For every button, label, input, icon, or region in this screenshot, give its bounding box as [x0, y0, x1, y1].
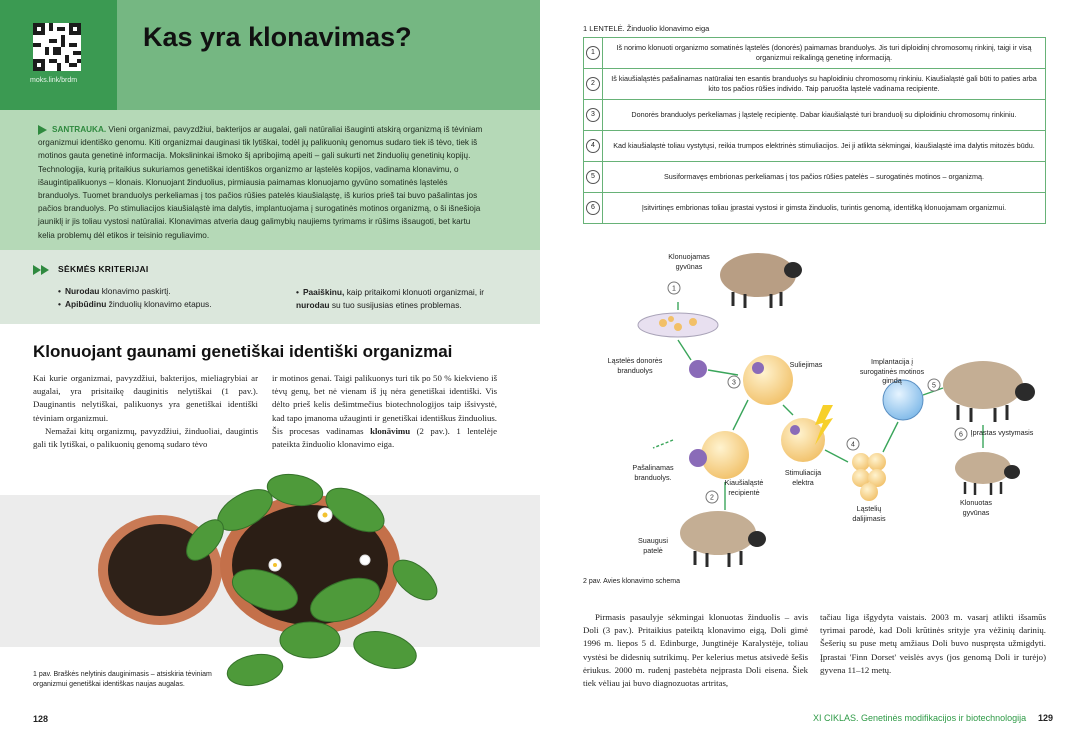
body-column-1 — [33, 372, 258, 451]
label-cell-division: Ląstelių dalijimasis — [852, 504, 886, 523]
qr-code-icon[interactable] — [33, 23, 81, 71]
summary — [38, 123, 486, 242]
label-adult-female: Suaugusi patelė — [638, 536, 668, 555]
diagram-step-5: 5 — [932, 382, 936, 390]
criteria-item: • Nurodau klonavimo paskirtį. — [58, 286, 171, 296]
diagram-step-6: 6 — [959, 431, 963, 439]
criteria-title: SĖKMĖS KRITERIJAI — [58, 264, 149, 274]
label-implantation: Implantacija į surogatinės motinos gimdą — [859, 357, 925, 385]
figure-caption: 2 pav. Avies klonavimo schema — [583, 578, 681, 585]
page-number: 128 — [33, 714, 49, 724]
figure-caption: 1 pav. Braškės nelytinis dauginimasis – atsiskiria tėviniam organizmui genetiškai identiškas naujas augalas. — [33, 671, 212, 688]
cloning-diagram — [583, 240, 1046, 575]
body-column-2: ir motinos genai. Taigi palikuonys turi tik po 50 % kiekvieno iš tėvų genų, bet nė vienam iš jų nėra genetiškai identiški. Vis dėlto prieš kelis dešimtmečius biotechnologijos taip išsivystė, kad tapo įmanoma užauginti ir genetiškai identiškus žinduolius. Šis procesas vadinamas klonāvimu (2 pav.). 1 lentelėje pateikta žinduolio klonavimo eiga. — [272, 373, 497, 450]
table-caption: 1 LENTELĖ. Žinduolio klonavimo eiga — [583, 24, 710, 33]
summary-lead: SANTRAUKA. — [52, 125, 107, 134]
criteria-item: • Apibūdinu žinduolių klonavimo etapus. — [58, 299, 212, 309]
table-row: 4 Kad kiaušialąstė toliau vystytųsi, reikia trumpos elektrinės stimuliacijos. Jei ji atlikta sėkmingai, kiaušialąstė ima dalytis mitozės būdu. — [584, 131, 1046, 162]
page-number: 129 — [1038, 713, 1054, 723]
steps-table — [583, 37, 1046, 224]
paragraph: Kai kurie organizmai, pavyzdžiui, bakterijos, mieliagrybiai ar augalai, yra prisitaikę dauginitis nelytiškai (1 pav.). Dauginantis nelytiškai, palikuonys yra genetiškai identiški tėviniam organizmui. — [33, 373, 258, 423]
label-stimulation: Stimuliacija elektra — [784, 468, 822, 487]
label-cloned-animal: Klonuojamas gyvūnas — [668, 252, 710, 271]
label-normal-development: Įprastas vystymasis — [970, 428, 1034, 437]
title-band — [117, 0, 540, 110]
page-title: Kas yra klonavimas? — [143, 22, 412, 52]
table-row: 5 Susiformavęs embrionas perkeliamas į tos pačios rūšies patelės – surogatinės motinos – organizmą. — [584, 162, 1046, 193]
summary-body: Vieni organizmai, pavyzdžiui, bakterijos ar augalai, gali natūraliai išauginti atskirą organizmą iš tėviniam organizmui identiško genomu. Kiti organizmai dauginasi tik lytiškai, todėl jų palikuonių genomus sudaro tiek iš tėvo, tiek iš motinos gauta genetinė informacija. Mokslininkai išmoko šį apribojimą apeiti – gali sukurti net žinduolių genetinių kopijų. Technologija, kurią pritaikius sukuriamos genetiškai identiškos organizmo ar ląstelės kopijos, vadinama klonavimu, o išaugintipalikuonys – klonais. Klonuojant žinduolius, pirmiausia paimamas klonuojamo gyvūno somatinės ląstelės branduolys. Tuomet branduolys perkeliamas į tos pačios rūšies patelės kiaušialąstę, iš kurios prieš tai buvo pašalintas jos pačios branduolys. Po stimuliacijos kiaušialąstė ima dalytis, implantuojama į surogatinės motinos organizmą, o ši išnešioja jauniklį ir jis toliau vystosi natūraliai. Klonavimas atveria daug galimybių naujiems tyrimams ir rūšims išsaugoti, bet kartu kelia problemų dėl etikos ir teisinio reguliavimo. — [38, 125, 483, 240]
double-arrow-icon — [33, 265, 51, 275]
diagram-step-3: 3 — [732, 379, 736, 387]
label-removed-nucleus: Pašalinamas branduolys. — [632, 463, 674, 482]
label-recipient: Kiaušialąstė recipientė — [724, 478, 764, 497]
section-title: Klonuojant gaunami genetiškai identiški organizmai — [33, 342, 453, 361]
diagram-step-1: 1 — [672, 285, 676, 293]
criteria-item: • Paaiškinu, kaip pritaikomi klonuoti organizmai, ir nurodau su tuo susijusias etines problemas. — [296, 287, 485, 310]
paragraph: Nemažai kitų organizmų, pavyzdžiui, žinduoliai, daugintis gali tik lytiškai, o palikuonių genomą sudaro tėvo — [33, 425, 258, 450]
body-column-3: Pirmasis pasaulyje sėkmingai klonuotas žinduolis – avis Doli (3 pav.). Pritaikius pateiktą klonavimo eigą, Doli gimė 1996 m. liepos 5 d. Edinburge, Jungtinėje Karalystėje, toliau vystėsi be didesnių sutrikimų. Per kelerius metus atsivedė šešis ėriukus. 2000 m. rudenį pastebėta nejprasta Doli eisena. Šiek tiek vėliau jai buvo diagnozuotas artritas, — [583, 612, 808, 689]
table-row: 6 Įsitvirtinęs embrionas toliau įprastai vystosi ir gimsta žinduolis, turintis genomą, identišką klonuojamam organizmui. — [584, 193, 1046, 224]
label-clone: Klonuotas gyvūnas — [960, 498, 992, 517]
body-column-4: tačiau liga išgydyta vaistais. 2003 m. vasarį atlikti išsamūs tyrimai parodė, kad Doli krūtinės srityje yra vėžinių darinių. Šešerių su puse metų amžiaus Doli buvo nuspręsta užmigdyti. Įprastai 'Finn Dorset' veislės avys (jos genomą Doli ir turėjo) gyvena 11–12 metų. — [820, 612, 1046, 675]
table-row: 3 Donorės branduolys perkeliamas į ląstelę recipientę. Dabar kiaušialąstė turi branduolį su diploidiniu chromosomų rinkiniu. — [584, 100, 1046, 131]
qr-link[interactable]: moks.link/brdm — [30, 77, 78, 84]
diagram-step-2: 2 — [710, 494, 714, 502]
label-fusion: Suliejimas — [789, 360, 823, 369]
diagram-step-4: 4 — [851, 441, 855, 449]
table-row: 1 Iš norimo klonuoti organizmo somatinės ląstelės (donorės) paimamas branduolys. Jis turi diploidinį chromosomų rinkinį, taigi ir visą organizmui reikalingą genetinę informaciją. — [584, 38, 1046, 69]
table-row: 2 Iš kiaušialąstės pašalinamas natūraliai ten esantis branduolys su haploidiniu chromosomų rinkiniu. Kiaušialąstė gali būti to paties arba kito tos pačios rūšies individo. Taip paruošta ląstelė vadinama recipiente. — [584, 69, 1046, 100]
label-donor-nucleus: Ląstelės donorės branduolys — [607, 356, 663, 375]
chapter-footer: XI CIKLAS. Genetinės modifikacijos ir biotechnologija — [813, 713, 1027, 723]
